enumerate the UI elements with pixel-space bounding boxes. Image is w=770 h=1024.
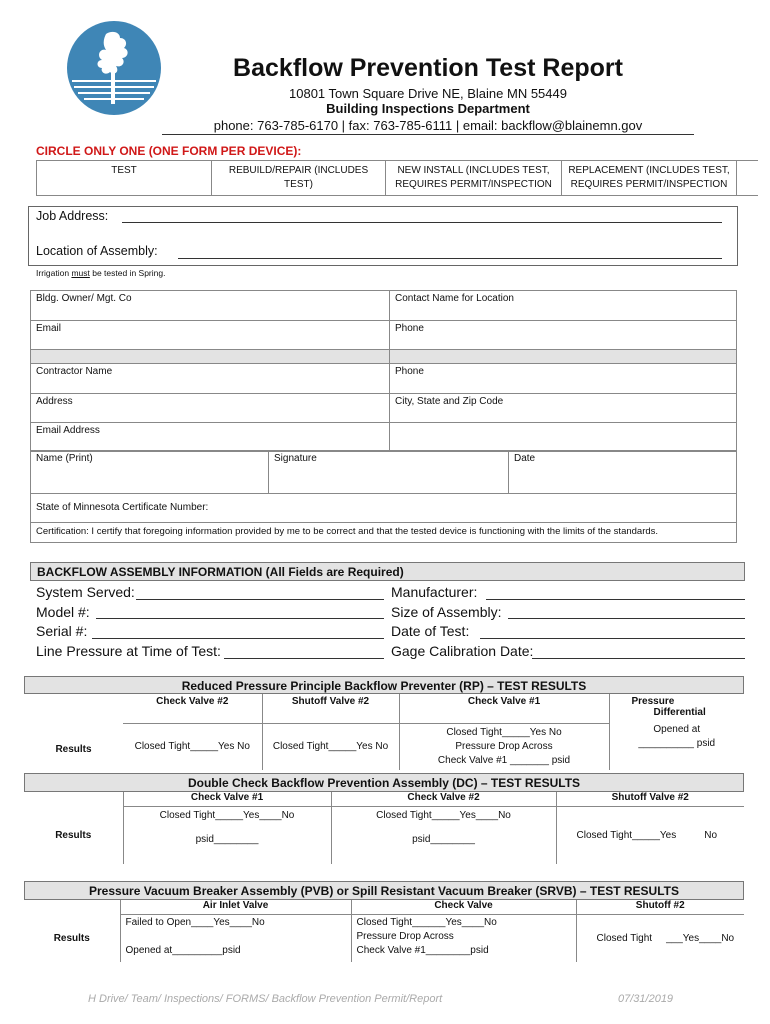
assembly-right-labels — [391, 583, 533, 661]
pvb-shutoff-2-result[interactable]: Closed Tight ___Yes____No — [576, 914, 744, 962]
irrigation-note: Irrigation must be tested in Spring. — [36, 268, 166, 278]
footer-path: H Drive/ Team/ Inspections/ FORMS/ Backflow Prevention Permit/Report — [88, 993, 443, 1005]
option-rebuild-repair[interactable]: REBUILD/REPAIR (INCLUDES TEST) — [212, 161, 386, 196]
location-label: Location of Assembly: — [36, 244, 158, 258]
serial-label: Serial #: — [36, 623, 88, 639]
manufacturer-field[interactable] — [486, 599, 745, 600]
dc-check-valve-2-result[interactable]: Closed Tight_____Yes____No psid________ — [331, 806, 556, 864]
option-test[interactable]: TEST — [37, 161, 212, 196]
rp-pressure-differential-result[interactable]: Opened at __________ psid — [638, 724, 716, 749]
model-label: Model #: — [36, 603, 90, 620]
date-of-test-field[interactable] — [480, 638, 745, 639]
pvb-check-valve-result[interactable]: Closed Tight______Yes____No Pressure Drop Across Check Valve #1________psid — [351, 914, 576, 962]
empty-cell — [390, 423, 737, 452]
system-served-field[interactable] — [136, 599, 384, 600]
dc-check-valve-1-result[interactable]: Closed Tight_____Yes____No psid________ — [123, 806, 331, 864]
device-type-instruction: CIRCLE ONLY ONE (ONE FORM PER DEVICE): — [36, 144, 302, 158]
owner-table — [30, 290, 737, 452]
dc-results-label: Results — [55, 829, 92, 841]
rp-check-valve-1-header: Check Valve #1 — [399, 694, 609, 723]
option-replacement[interactable]: REPLACEMENT (INCLUDES TEST, REQUIRES PERMIT/INSPECTION — [562, 161, 737, 196]
shaded-divider — [390, 350, 737, 364]
rp-pressure-differential-header: Pressure Differential — [631, 696, 706, 718]
serial-field[interactable] — [92, 638, 384, 639]
line-pressure-field[interactable] — [224, 658, 384, 659]
city-logo — [66, 20, 162, 116]
pvb-air-inlet-result[interactable]: Failed to Open____Yes____No Opened at_________psid — [120, 914, 351, 962]
contractor-name-field[interactable]: Contractor Name — [31, 364, 390, 394]
certification-text: Certification: I certify that foregoing information provided by me to be correct and that the tested device is functioning with the limits of the standards. — [31, 523, 737, 543]
rp-check-valve-2-header: Check Valve #2 — [123, 694, 262, 723]
location-field[interactable] — [178, 258, 722, 259]
header-rule — [162, 134, 694, 135]
dc-heading: Double Check Backflow Prevention Assembly (DC) – TEST RESULTS — [24, 773, 744, 792]
model-field[interactable] — [96, 618, 384, 619]
job-address-field[interactable] — [122, 222, 722, 223]
rp-check-valve-1-result[interactable]: Closed Tight_____Yes No Pressure Drop Across Check Valve #1 _______ psid — [399, 723, 609, 770]
rp-shutoff-valve-2-header: Shutoff Valve #2 — [262, 694, 399, 723]
owner-field[interactable]: Bldg. Owner/ Mgt. Co — [31, 291, 390, 321]
size-label: Size of Assembly: — [391, 603, 502, 620]
gage-calibration-field[interactable] — [532, 658, 745, 659]
rp-heading: Reduced Pressure Principle Backflow Preventer (RP) – TEST RESULTS — [24, 676, 744, 694]
pvb-heading: Pressure Vacuum Breaker Assembly (PVB) or Spill Resistant Vacuum Breaker (SRVB) – TEST RESULTS — [24, 881, 744, 900]
contact-name-field[interactable]: Contact Name for Location — [390, 291, 737, 321]
contractor-address-field[interactable]: Address — [31, 394, 390, 423]
department-name: Building Inspections Department — [326, 101, 530, 116]
pvb-results-table — [24, 900, 744, 962]
pvb-check-valve-header: Check Valve — [351, 900, 576, 914]
gage-calibration-label: Gage Calibration Date: — [391, 642, 534, 659]
pvb-shutoff-2-header: Shutoff #2 — [576, 900, 744, 914]
dc-check-valve-2-header: Check Valve #2 — [331, 792, 556, 806]
signature-field[interactable]: Signature — [269, 451, 509, 494]
footer-date: 07/31/2019 — [618, 993, 674, 1005]
office-address: 10801 Town Square Drive NE, Blaine MN 55449 — [289, 86, 567, 101]
device-type-options — [36, 160, 758, 196]
certificate-number-field[interactable]: State of Minnesota Certificate Number: — [31, 494, 737, 523]
owner-email-field[interactable]: Email — [31, 321, 390, 350]
date-of-test-label: Date of Test: — [391, 623, 470, 639]
contractor-email-field[interactable]: Email Address — [31, 423, 390, 452]
system-served-label: System Served: — [36, 584, 135, 600]
pvb-air-inlet-header: Air Inlet Valve — [120, 900, 351, 914]
contact-info: phone: 763-785-6170 | fax: 763-785-6111 | email: backflow@blainemn.gov — [213, 118, 643, 133]
contractor-city-field[interactable]: City, State and Zip Code — [390, 394, 737, 423]
option-new-install[interactable]: NEW INSTALL (INCLUDES TEST, REQUIRES PERMIT/INSPECTION — [386, 161, 562, 196]
signature-table — [30, 450, 737, 543]
owner-phone-field[interactable]: Phone — [390, 321, 737, 350]
line-pressure-label: Line Pressure at Time of Test: — [36, 642, 221, 659]
rp-check-valve-2-result[interactable]: Closed Tight_____Yes No — [123, 723, 262, 770]
dc-check-valve-1-header: Check Valve #1 — [123, 792, 331, 806]
size-field[interactable] — [508, 618, 745, 619]
dc-shutoff-valve-2-result[interactable]: Closed Tight_____Yes No — [556, 806, 744, 864]
contractor-phone-field[interactable]: Phone — [390, 364, 737, 394]
shaded-divider — [31, 350, 390, 364]
pvb-results-label: Results — [53, 932, 90, 944]
assembly-heading: BACKFLOW ASSEMBLY INFORMATION (All Fields are Required) — [30, 562, 745, 581]
rp-results-table — [24, 694, 744, 770]
dc-results-table — [24, 792, 744, 864]
job-address-label: Job Address: — [36, 209, 109, 223]
manufacturer-label: Manufacturer: — [391, 584, 478, 600]
name-print-field[interactable]: Name (Print) — [31, 451, 269, 494]
assembly-left-labels — [36, 583, 221, 661]
date-field[interactable]: Date — [509, 451, 737, 494]
rp-shutoff-valve-2-result[interactable]: Closed Tight_____Yes No — [262, 723, 399, 770]
page-title: Backflow Prevention Test Report — [233, 54, 623, 82]
rp-results-label: Results — [55, 743, 92, 755]
dc-shutoff-valve-2-header: Shutoff Valve #2 — [556, 792, 744, 806]
